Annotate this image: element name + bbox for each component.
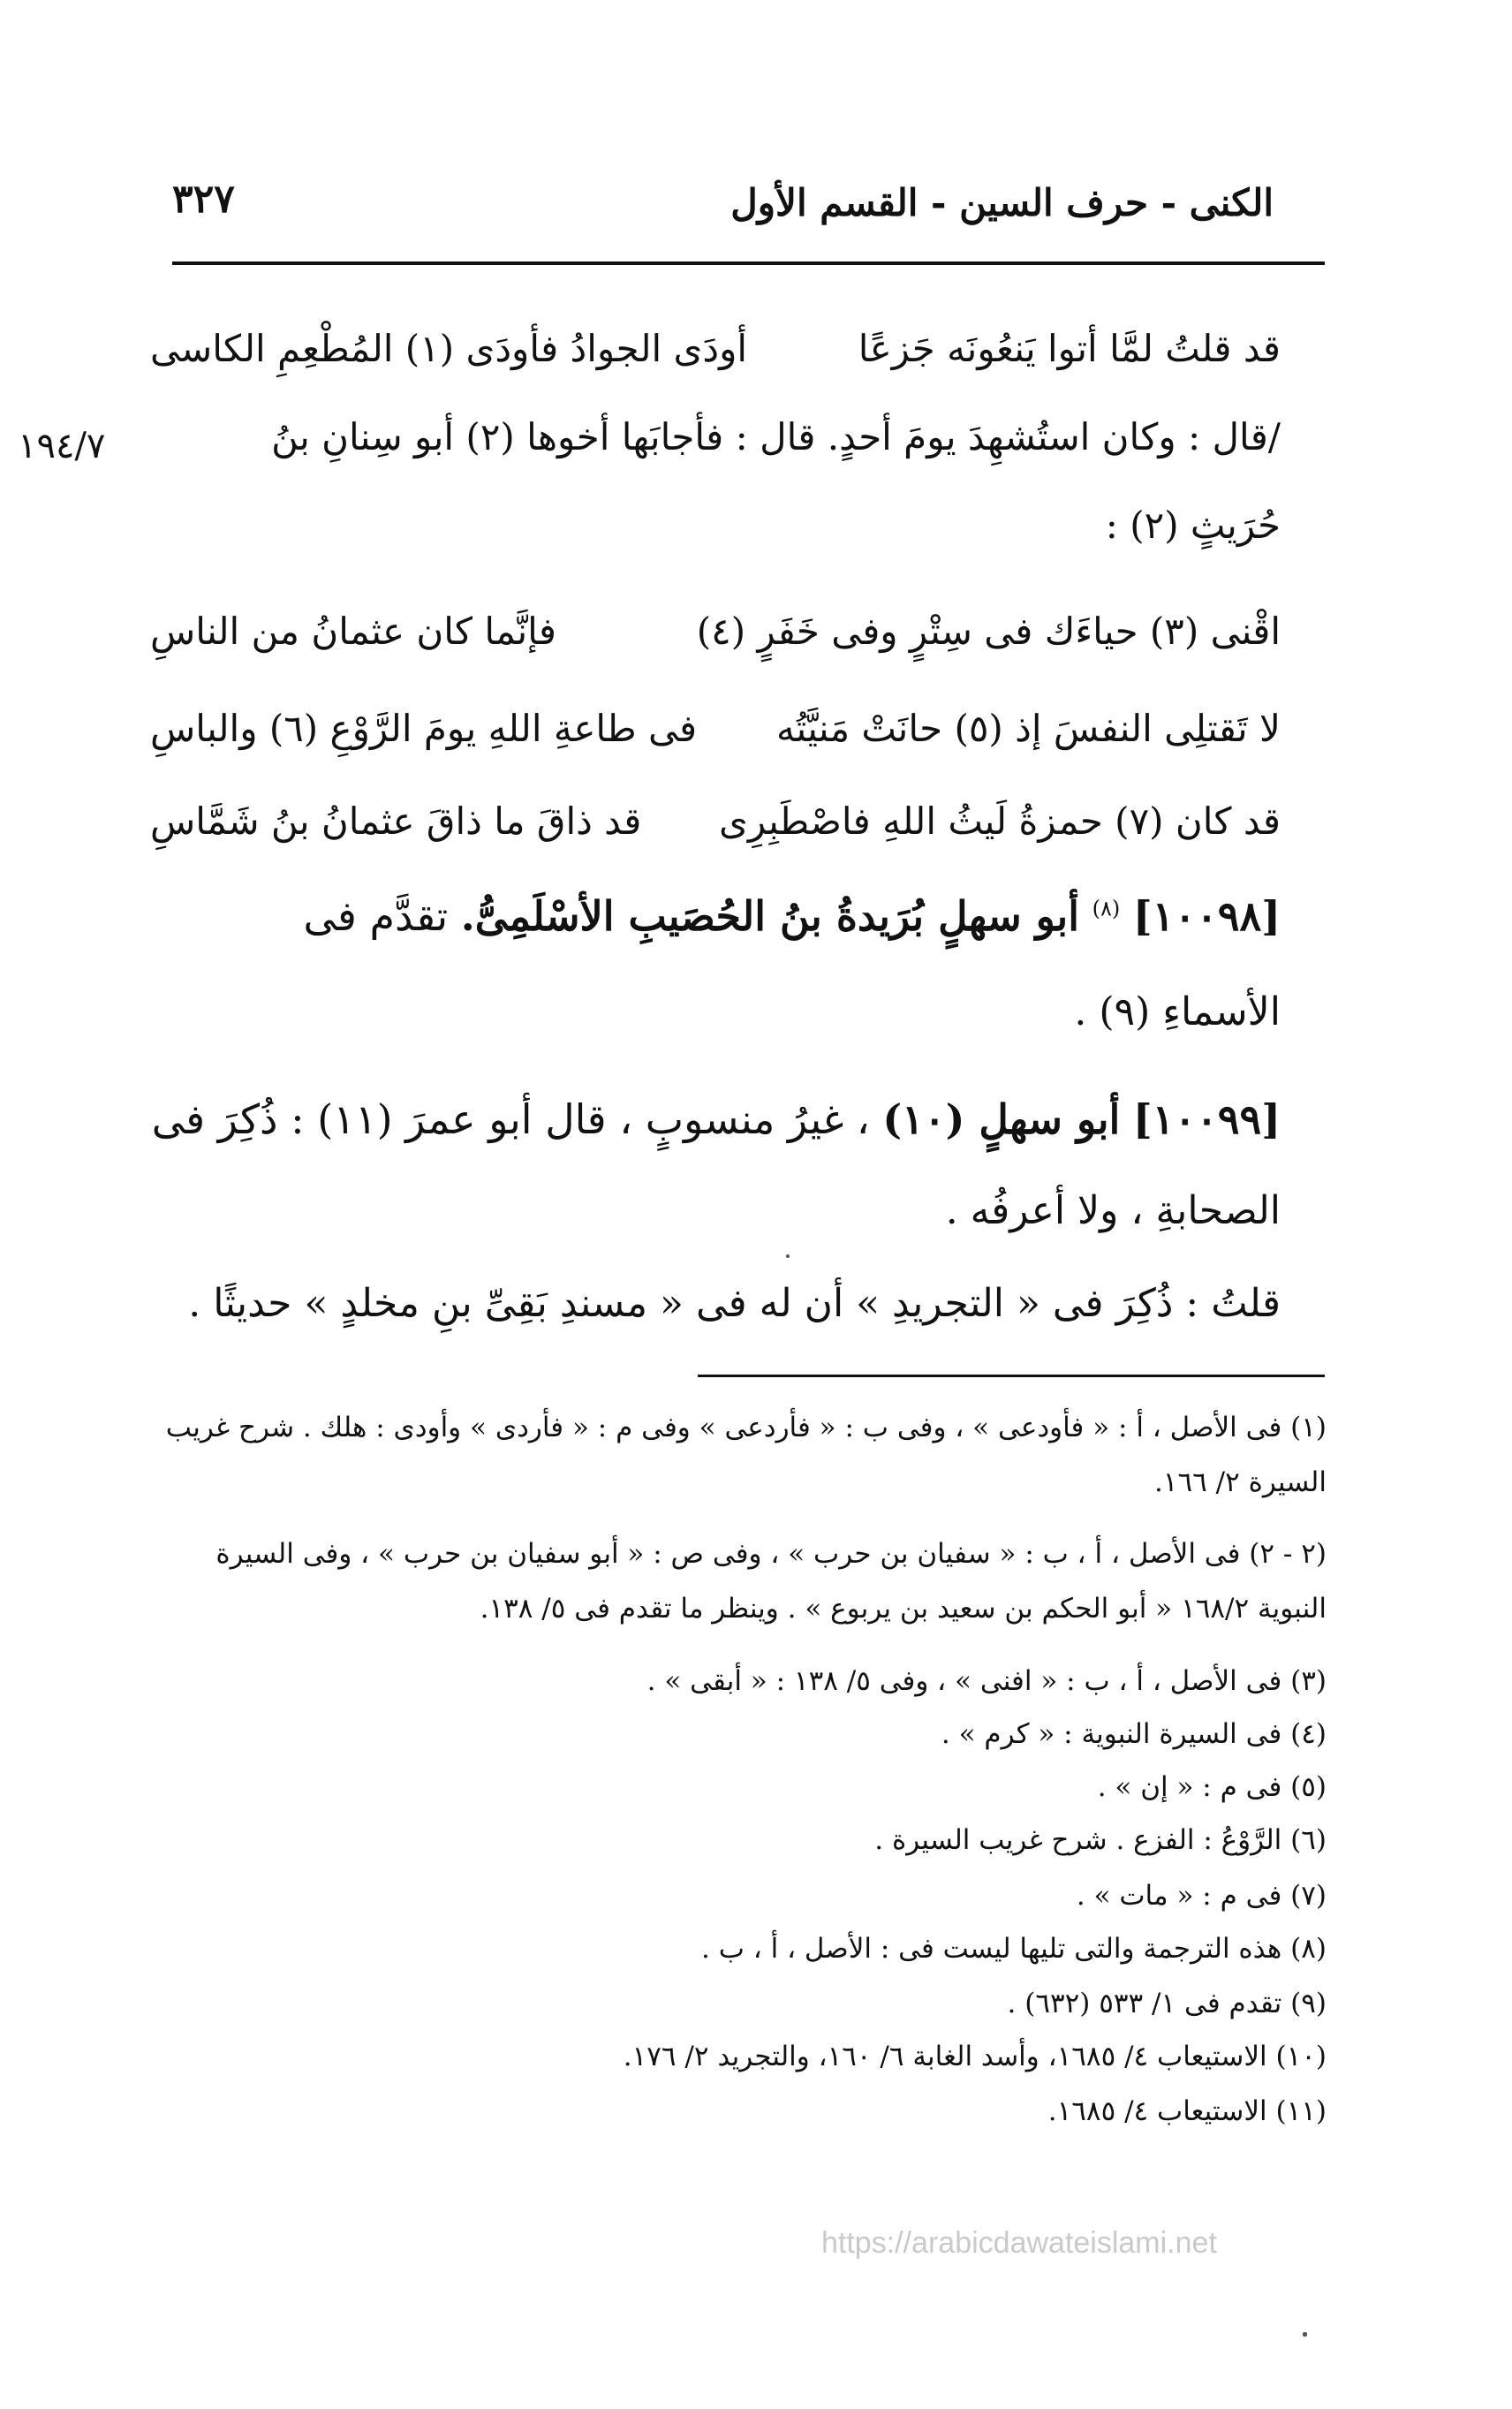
verse-row-1 (150, 327, 1281, 398)
entry-number: [١٠٠٩٩] (1132, 1095, 1281, 1143)
footnote-divider (698, 1375, 1325, 1377)
verse-hemistich-left: قد ذاقَ ما ذاقَ عثمانُ بنُ شَمَّاسِ (150, 799, 642, 843)
narration-line-1: /قال : وكان استُشهِدَ يومَ أحدٍ. قال : فأجابَها أخوها (٢) أبو سِنانِ بنُ (271, 415, 1281, 458)
footnote-10: (١٠) الاستيعاب ٤/ ١٦٨٥، وأسد الغابة ٦/ ١٦٠، والتجريد ٢/ ١٧٦. (623, 2041, 1327, 2072)
header-divider (172, 261, 1325, 265)
entry-10098-continuation: الأسماءِ (٩) . (1074, 989, 1281, 1034)
footnote-3: (٣) فى الأصل ، أ ، ب : « افنى » ، وفى ٥/ ١٣٨ : « أبقى » . (646, 1665, 1327, 1697)
verse-row-3 (150, 707, 1281, 777)
footnote-6: (٦) الرَّوْعُ : الفزع . شرح غريب السيرة . (874, 1824, 1327, 1856)
entry-10098 (304, 892, 1281, 940)
editor-remark: قلتُ : ذُكِرَ فى « التجريدِ » أن له فى « مسندِ بَقِىِّ بنِ مخلدٍ » حديثًا . (188, 1281, 1281, 1326)
page-number: ٣٢٧ (172, 177, 235, 222)
verse-row-2 (150, 610, 1281, 680)
verse-hemistich-left: أودَى الجوادُ فأودَى (١) المُطْعِمِ الكاسى (150, 327, 748, 370)
footnote-11: (١١) الاستيعاب ٤/ ١٦٨٥. (1047, 2095, 1327, 2127)
verse-hemistich-right: قد كان (٧) حمزةُ لَيثُ اللهِ فاصْطَبِرِى (719, 799, 1281, 843)
footnote-7: (٧) فى م : « مات » . (1076, 1880, 1327, 1912)
verse-hemistich-left: فإنَّما كان عثمانُ من الناسِ (150, 610, 557, 653)
footnote-2: (٢ - ٢) فى الأصل ، أ ، ب : « سفيان بن حرب » ، وفى ص : « أبو سفيان بن حرب » ، وفى السيرة النبوية ١٦٨/٢ « أبو الحكم بن سعيد بن يربوع » . وينظر ما تقدم فى ٥/ ١٣٨. (215, 1538, 1327, 1625)
entry-10099-continuation: الصحابةِ ، ولا أعرفُه . (945, 1188, 1281, 1233)
running-header-title: الكنى - حرف السين - القسم الأول (730, 181, 1274, 224)
footnote-9: (٩) تقدم فى ١/ ٥٣٣ (٦٣٢) . (1007, 1988, 1327, 2019)
verse-hemistich-right: لا تَقتلِى النفسَ إذ (٥) حانَتْ مَنيَّتُه (776, 707, 1281, 750)
verse-hemistich-right: اقْنى (٣) حياءَك فى سِتْرٍ وفى خَفَرٍ (٤) (696, 610, 1281, 653)
narration-line-2: حُرَيثٍ (٢) : (1105, 504, 1281, 547)
watermark-url: https://arabicdawateislami.net (821, 2226, 1217, 2260)
footnote-4: (٤) فى السيرة النبوية : « كرم » . (941, 1718, 1327, 1750)
footnote-5: (٥) فى م : « إن » . (1097, 1771, 1327, 1803)
verse-hemistich-left: فى طاعةِ اللهِ يومَ الرَّوْعِ (٦) والباسِ (150, 707, 698, 750)
entry-name: أبو سهلٍ بُرَيدةُ بنُ الحُصَيبِ الأسْلَمِىُّ. (460, 892, 1080, 940)
verse-hemistich-right: قد قلتُ لمَّا أتوا يَنعُونَه جَزعًا (858, 327, 1281, 370)
scan-speck (786, 1254, 790, 1258)
volume-reference: ١٩٤/٧ (18, 426, 106, 466)
entry-text: تقدَّم فى (303, 892, 449, 940)
entry-name: أبو سهلٍ (١٠) (882, 1095, 1121, 1143)
entry-10099 (152, 1095, 1281, 1143)
scan-speck (1303, 2332, 1307, 2337)
footnote-1: (١) فى الأصل ، أ : « فأودعى » ، وفى ب : « فأردعى » وفى م : « فأردى » وأودى : هلك . شرح غريب السيرة ٢/ ١٦٦. (165, 1412, 1327, 1498)
verse-row-4 (150, 799, 1281, 870)
footnote-marker: (٨) (1092, 896, 1121, 921)
footnote-8: (٨) هذه الترجمة والتى تليها ليست فى : الأصل ، أ ، ب . (701, 1933, 1327, 1965)
entry-text: ، غيرُ منسوبٍ ، قال أبو عمرَ (١١) : ذُكِرَ فى (151, 1095, 870, 1143)
entry-number: [١٠٠٩٨] (1132, 892, 1281, 940)
